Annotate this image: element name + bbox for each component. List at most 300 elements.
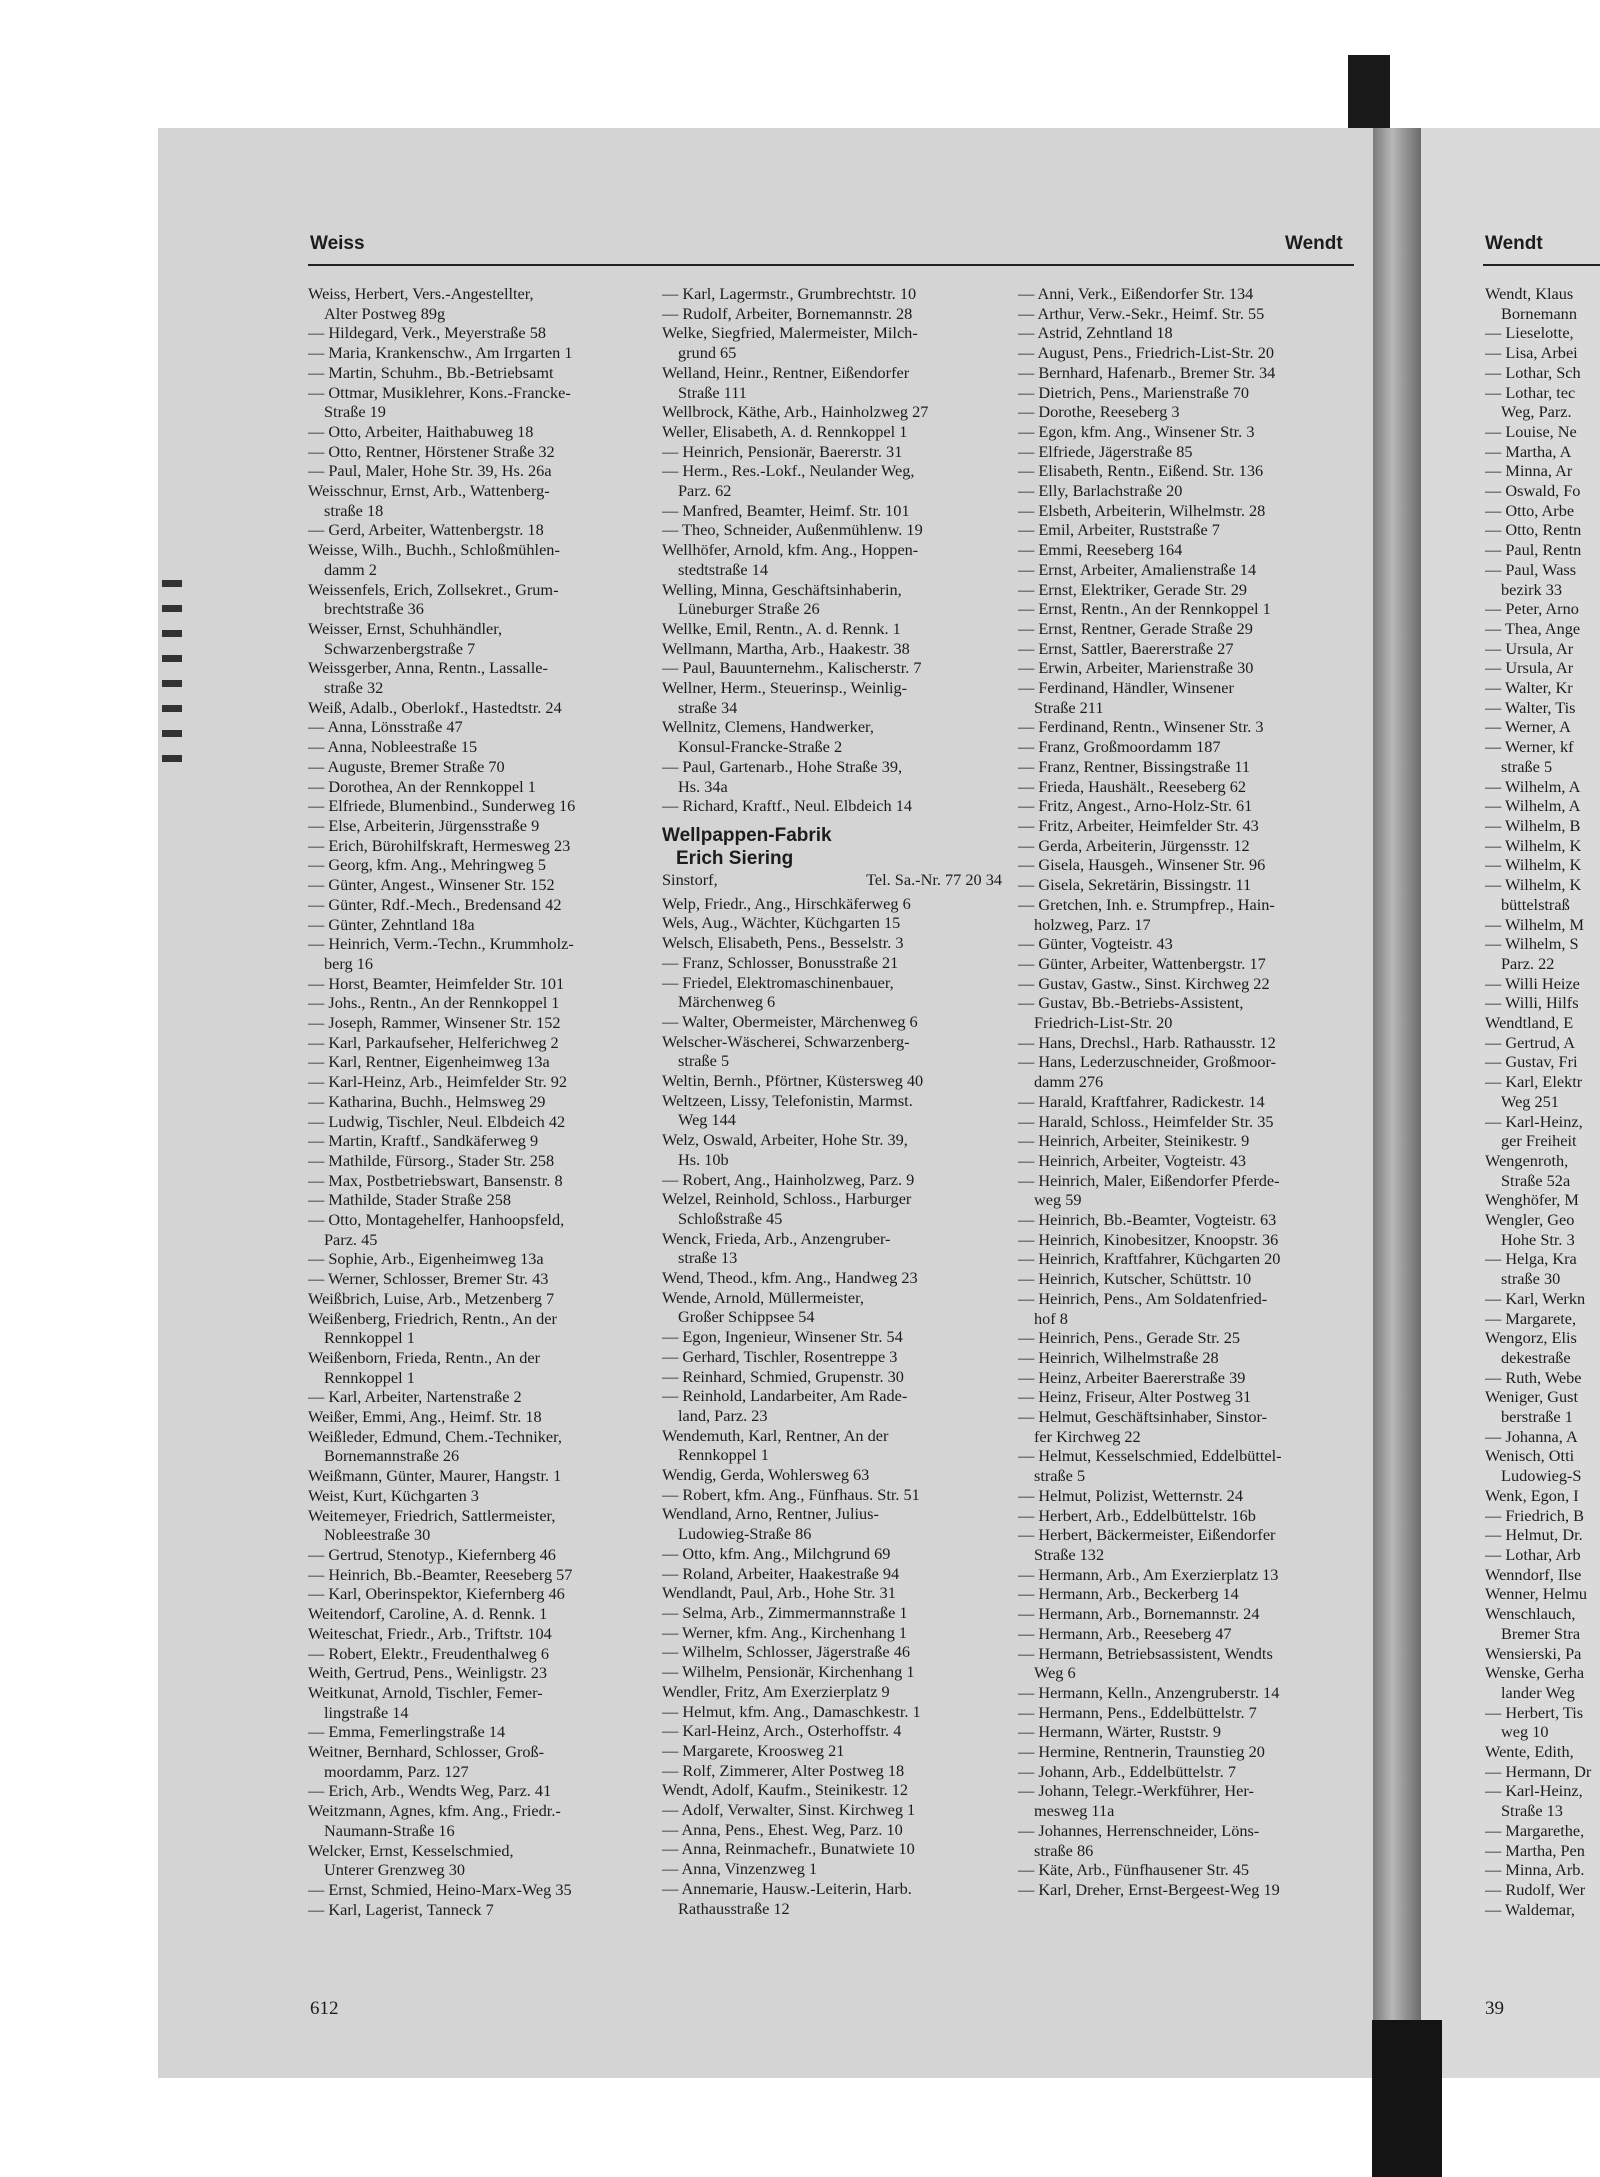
directory-entry: — Erich, Arb., Wendts Weg, Parz. 41 [308, 1781, 552, 1801]
ad-owner: Erich Siering [676, 847, 794, 869]
directory-entry: Wellner, Herm., Steuerinsp., Weinlig- [662, 678, 908, 698]
directory-entry: Wente, Edith, [1485, 1742, 1574, 1762]
directory-entry: straße 86 [1034, 1840, 1094, 1860]
directory-entry: — Karl-Heinz, [1485, 1781, 1583, 1801]
directory-entry: Weg 6 [1034, 1663, 1076, 1683]
directory-entry: — Gustav, Bb.-Betriebs-Assistent, [1018, 993, 1244, 1013]
directory-entry: — Karl, Lagermstr., Grumbrechtstr. 10 [662, 284, 917, 303]
directory-entry: — Heinrich, Pensionär, Baererstr. 31 [662, 441, 903, 461]
directory-entry: — Lieselotte, [1485, 323, 1574, 343]
directory-entry: straße 30 [1501, 1269, 1561, 1289]
directory-entry: — August, Pens., Friedrich-List-Str. 20 [1018, 343, 1274, 363]
directory-entry: — Otto, Montagehelfer, Hanhoopsfeld, [308, 1210, 565, 1230]
directory-entry: — Ruth, Webe [1485, 1367, 1582, 1387]
directory-entry: — Robert, kfm. Ang., Fünfhaus. Str. 51 [662, 1484, 920, 1504]
directory-entry: Weißer, Emmi, Ang., Heimf. Str. 18 [308, 1407, 542, 1427]
directory-entry: — Johanna, A [1485, 1426, 1578, 1446]
directory-entry: — Anna, Pens., Ehest. Weg, Parz. 10 [662, 1819, 903, 1839]
directory-entry: — Dorothe, Reeseberg 3 [1018, 402, 1180, 422]
directory-entry: — Elly, Barlachstraße 20 [1018, 481, 1183, 501]
directory-entry: Straße 111 [678, 382, 747, 402]
directory-entry: — Bernhard, Hafenarb., Bremer Str. 34 [1018, 362, 1276, 382]
directory-entry: — Paul, Bauunternehm., Kalischerstr. 7 [662, 658, 922, 678]
directory-entry: — Heinrich, Wilhelmstraße 28 [1018, 1347, 1219, 1367]
directory-entry: — Margarete, Kroosweg 21 [662, 1740, 845, 1760]
directory-entry: straße 32 [324, 678, 384, 698]
directory-entry: — Heinrich, Kutscher, Schüttstr. 10 [1018, 1269, 1252, 1289]
directory-entry: — Heinrich, Arbeiter, Steinikestr. 9 [1018, 1131, 1250, 1151]
directory-entry: — Harald, Kraftfahrer, Radickestr. 14 [1018, 1091, 1265, 1111]
directory-entry: — Ernst, Arbeiter, Amalienstraße 14 [1018, 559, 1257, 579]
directory-entry: — Erwin, Arbeiter, Marienstraße 30 [1018, 658, 1254, 678]
directory-entry: — Minna, Arb. [1485, 1860, 1585, 1880]
directory-entry: Wengler, Geo [1485, 1210, 1575, 1230]
directory-entry: — Gertrud, Stenotyp., Kiefernberg 46 [308, 1545, 556, 1564]
directory-entry: — Hermann, Arb., Am Exerzierplatz 13 [1018, 1564, 1279, 1584]
directory-entry: — Egon, kfm. Ang., Winsener Str. 3 [1018, 421, 1255, 441]
directory-entry: Weniger, Gust [1485, 1387, 1578, 1407]
directory-entry: — Günter, Rdf.-Mech., Bredensand 42 [308, 894, 562, 914]
directory-entry: berstraße 1 [1501, 1407, 1573, 1427]
directory-entry: — Franz, Großmoordamm 187 [1018, 737, 1221, 757]
directory-entry: Weiteschat, Friedr., Arb., Triftstr. 104 [308, 1623, 552, 1643]
directory-entry: — Hans, Lederzuschneider, Großmoor- [1018, 1052, 1277, 1072]
directory-entry: Naumann-Straße 16 [324, 1820, 455, 1840]
directory-entry: Rennkoppel 1 [678, 1445, 769, 1465]
directory-entry: Welp, Friedr., Ang., Hirschkäferweg 6 [662, 893, 911, 913]
directory-entry: Wenschlauch, [1485, 1604, 1576, 1624]
directory-entry: — Heinrich, Kraftfahrer, Küchgarten 20 [1018, 1249, 1281, 1269]
directory-entry: — Gisela, Hausgeh., Winsener Str. 96 [1018, 855, 1266, 875]
directory-entry: Wend, Theod., kfm. Ang., Handweg 23 [662, 1268, 918, 1288]
directory-entry: — Heinrich, Bb.-Beamter, Reeseberg 57 [308, 1564, 573, 1584]
directory-entry: — Karl, Oberinspektor, Kiefernberg 46 [308, 1584, 565, 1604]
directory-entry: — Heinz, Friseur, Alter Postweg 31 [1018, 1387, 1252, 1407]
directory-entry: — Werner, A [1485, 717, 1571, 737]
directory-entry: Wellhöfer, Arnold, kfm. Ang., Hoppen- [662, 540, 919, 560]
directory-entry: Weissgerber, Anna, Rentn., Lassalle- [308, 658, 548, 678]
directory-entry: — Otto, Arbeiter, Haithabuweg 18 [308, 421, 534, 441]
directory-entry: Weißbrich, Luise, Arb., Metzenberg 7 [308, 1288, 555, 1308]
directory-entry: — Friedel, Elektromaschinenbauer, [662, 972, 894, 992]
directory-entry: Nobleestraße 30 [324, 1525, 431, 1545]
directory-entry: — Hermine, Rentnerin, Traunstieg 20 [1018, 1742, 1265, 1762]
directory-entry: — Joseph, Rammer, Winsener Str. 152 [308, 1013, 561, 1033]
directory-entry: — Reinhold, Landarbeiter, Am Rade- [662, 1386, 908, 1406]
column-3 [1018, 284, 1358, 1900]
directory-entry: Straße 52a [1501, 1170, 1571, 1190]
directory-entry: — Emma, Femerlingstraße 14 [308, 1722, 506, 1742]
directory-entry: — Katharina, Buchh., Helmsweg 29 [308, 1091, 546, 1111]
directory-entry: Rennkoppel 1 [324, 1328, 415, 1348]
directory-entry: — Robert, Ang., Hainholzweg, Parz. 9 [662, 1169, 915, 1189]
directory-entry: weg 59 [1034, 1190, 1082, 1210]
directory-entry: — Wilhelm, A [1485, 776, 1581, 796]
directory-entry: Parz. 22 [1501, 953, 1555, 973]
directory-entry: — Hermann, Arb., Reeseberg 47 [1018, 1623, 1232, 1643]
directory-entry: — Otto, Rentner, Hörstener Straße 32 [308, 441, 555, 461]
ad-place: Sinstorf, [662, 869, 718, 889]
page-number-right: 39 [1485, 1998, 1504, 2019]
directory-entry: — Lothar, Arb [1485, 1545, 1581, 1564]
right-header-rule [1483, 264, 1600, 266]
directory-entry: — Rolf, Zimmerer, Alter Postweg 18 [662, 1760, 905, 1780]
directory-entry: — Elsbeth, Arbeiterin, Wilhelmstr. 28 [1018, 500, 1266, 520]
directory-entry: — Karl, Elektr [1485, 1072, 1583, 1092]
directory-entry: — Frieda, Haushält., Reeseberg 62 [1018, 776, 1247, 796]
directory-entry: — Dietrich, Pens., Marienstraße 70 [1018, 382, 1250, 402]
directory-entry: Wendt, Adolf, Kaufm., Steinikestr. 12 [662, 1780, 909, 1800]
directory-entry: — Wilhelm, S [1485, 934, 1579, 954]
directory-entry: — Erich, Bürohilfskraft, Hermesweg 23 [308, 835, 571, 855]
directory-entry: — Helmut, Polizist, Wetternstr. 24 [1018, 1485, 1243, 1505]
right-page-header: Wendt [1485, 233, 1543, 254]
directory-entry: — Emmi, Reeseberg 164 [1018, 540, 1183, 560]
directory-entry: straße 34 [678, 697, 738, 717]
directory-entry: Wendler, Fritz, Am Exerzierplatz 9 [662, 1681, 890, 1701]
scan-edge-tab [1348, 55, 1390, 135]
directory-entry: Wendtland, E [1485, 1013, 1574, 1033]
directory-entry: — Horst, Beamter, Heimfelder Str. 101 [308, 973, 565, 993]
directory-entry: Wellbrock, Käthe, Arb., Hainholzweg 27 [662, 402, 929, 422]
directory-entry: — Mathilde, Stader Straße 258 [308, 1190, 512, 1210]
directory-entry: — Wilhelm, K [1485, 855, 1582, 875]
directory-entry: — Gertrud, A [1485, 1032, 1575, 1052]
directory-entry: hof 8 [1034, 1308, 1068, 1328]
page-number-left: 612 [310, 1998, 339, 2019]
directory-entry: — Ernst, Rentner, Gerade Straße 29 [1018, 618, 1253, 638]
directory-entry: — Margarethe, [1485, 1820, 1585, 1840]
directory-entry: — Thea, Ange [1485, 618, 1581, 638]
directory-entry: — Martha, A [1485, 441, 1572, 461]
directory-entry: Ludowieg-Straße 86 [678, 1524, 812, 1544]
directory-entry: — Gustav, Gastw., Sinst. Kirchweg 22 [1018, 973, 1270, 993]
header-rule [308, 264, 1354, 266]
directory-entry: — Louise, Ne [1485, 421, 1577, 441]
directory-entry: Welzel, Reinhold, Schloss., Harburger [662, 1189, 912, 1209]
directory-entry: — Theo, Schneider, Außenmühlenw. 19 [662, 520, 923, 540]
directory-entry: Wende, Arnold, Müllermeister, [662, 1287, 864, 1307]
directory-entry: Wellmann, Martha, Arb., Haakestr. 38 [662, 638, 910, 658]
directory-entry: — Otto, Arbe [1485, 500, 1575, 520]
directory-entry: Friedrich-List-Str. 20 [1034, 1013, 1173, 1033]
directory-entry: Weltzeen, Lissy, Telefonistin, Marmst. [662, 1090, 913, 1110]
directory-entry: — Margarete, [1485, 1308, 1577, 1328]
directory-entry: — Johs., Rentn., An der Rennkoppel 1 [308, 993, 560, 1013]
directory-entry: — Anna, Reinmachefr., Bunatwiete 10 [662, 1839, 915, 1859]
directory-entry: — Oswald, Fo [1485, 481, 1581, 501]
directory-entry: — Hermann, Dr [1485, 1761, 1592, 1781]
directory-entry: Weith, Gertrud, Pens., Weinligstr. 23 [308, 1663, 548, 1683]
directory-entry: Weg, Parz. [1501, 402, 1572, 422]
directory-entry: — Herbert, Bäckermeister, Eißendorfer [1018, 1525, 1276, 1545]
directory-entry: lander Weg [1501, 1682, 1575, 1702]
directory-entry: — Astrid, Zehntland 18 [1018, 323, 1173, 343]
directory-entry: — Werner, kfm. Ang., Kirchenhang 1 [662, 1622, 908, 1642]
directory-entry: — Willi, Hilfs [1485, 993, 1579, 1013]
directory-entry: Wenndorf, Ilse [1485, 1564, 1582, 1584]
directory-entry: — Günter, Zehntland 18a [308, 914, 475, 934]
directory-entry: stedtstraße 14 [678, 559, 768, 579]
directory-entry: weg 10 [1501, 1722, 1549, 1742]
directory-entry: Parz. 62 [678, 481, 732, 501]
directory-entry: — Karl, Lagerist, Tanneck 7 [308, 1899, 494, 1919]
directory-entry: Weitner, Bernhard, Schlosser, Groß- [308, 1742, 545, 1762]
directory-entry: — Käte, Arb., Fünfhausener Str. 45 [1018, 1860, 1250, 1880]
directory-entry: — Werner, Schlosser, Bremer Str. 43 [308, 1269, 549, 1289]
directory-entry: — Hermann, Wärter, Ruststr. 9 [1018, 1722, 1221, 1742]
directory-entry: — Günter, Arbeiter, Wattenbergstr. 17 [1018, 953, 1266, 973]
directory-entry: — Otto, Rentn [1485, 520, 1582, 540]
directory-entry: — Robert, Elektr., Freudenthalweg 6 [308, 1643, 549, 1663]
directory-entry: Wendt, Klaus [1485, 284, 1574, 303]
directory-entry: — Karl-Heinz, Arb., Heimfelder Str. 92 [308, 1072, 568, 1092]
directory-entry: — Helmut, Kesselschmied, Eddelbüttel- [1018, 1446, 1282, 1466]
directory-entry: — Anna, Lönsstraße 47 [308, 717, 463, 737]
directory-entry: Weitemeyer, Friedrich, Sattlermeister, [308, 1505, 556, 1525]
directory-entry: — Karl, Parkaufseher, Helferichweg 2 [308, 1032, 559, 1052]
directory-entry: fer Kirchweg 22 [1034, 1426, 1141, 1446]
directory-entry: — Karl, Arbeiter, Nartenstraße 2 [308, 1387, 522, 1407]
directory-entry: brechtstraße 36 [324, 599, 424, 619]
directory-entry: Wendig, Gerda, Wohlersweg 63 [662, 1465, 870, 1485]
directory-entry: — Wilhelm, K [1485, 875, 1582, 895]
book-spine [1373, 128, 1421, 2078]
directory-entry: — Roland, Arbeiter, Haakestraße 94 [662, 1563, 900, 1583]
ad-contact [662, 870, 1002, 890]
scan-edge-bar [1372, 2020, 1442, 2177]
directory-entry: — Gerd, Arbeiter, Wattenbergstr. 18 [308, 520, 544, 540]
directory-entry: Alter Postweg 89g [324, 303, 446, 323]
directory-entry: Wengenroth, [1485, 1150, 1569, 1170]
directory-entry: Welland, Heinr., Rentner, Eißendorfer [662, 362, 910, 382]
header-right: Wendt [1285, 233, 1343, 254]
directory-entry: — Werner, kf [1485, 737, 1574, 757]
directory-entry: — Johannes, Herrenschneider, Löns- [1018, 1820, 1260, 1840]
directory-entry: — Günter, Angest., Winsener Str. 152 [308, 875, 555, 895]
directory-entry: moordamm, Parz. 127 [324, 1761, 469, 1781]
directory-entry: — Harald, Schloss., Heimfelder Str. 35 [1018, 1111, 1274, 1131]
directory-entry: — Helmut, Dr. [1485, 1525, 1583, 1545]
directory-entry: — Herm., Res.-Lokf., Neulander Weg, [662, 461, 915, 481]
directory-entry: straße 5 [1034, 1466, 1086, 1486]
directory-entry: straße 18 [324, 500, 384, 520]
directory-entry: — Hermann, Arb., Beckerberg 14 [1018, 1584, 1239, 1604]
directory-entry: Welcker, Ernst, Kesselschmied, [308, 1840, 514, 1860]
directory-entry: — Ernst, Schmied, Heino-Marx-Weg 35 [308, 1879, 572, 1899]
directory-entry: — Willi Heize [1485, 973, 1580, 993]
directory-entry: — Anni, Verk., Eißendorfer Str. 134 [1018, 284, 1254, 303]
directory-entry: — Walter, Obermeister, Märchenweg 6 [662, 1011, 918, 1031]
directory-entry: dekestraße [1501, 1347, 1571, 1367]
directory-entry: — Martha, Pen [1485, 1840, 1585, 1860]
directory-entry: Straße 132 [1034, 1545, 1105, 1564]
directory-entry: — Ursula, Ar [1485, 638, 1574, 658]
directory-entry: — Karl, Rentner, Eigenheimweg 13a [308, 1052, 550, 1072]
directory-entry: Wenghöfer, M [1485, 1190, 1579, 1210]
directory-entry: — Heinrich, Pens., Am Soldatenfried- [1018, 1288, 1268, 1308]
directory-entry: — Sophie, Arb., Eigenheimweg 13a [308, 1249, 544, 1269]
directory-entry: — Else, Arbeiterin, Jürgensstraße 9 [308, 815, 540, 835]
column-2 [662, 284, 1002, 1918]
directory-entry: — Helmut, Geschäftsinhaber, Sinstor- [1018, 1407, 1268, 1427]
column-2-entries-a [662, 284, 1002, 816]
directory-entry: Weißenborn, Frieda, Rentn., An der [308, 1347, 540, 1367]
directory-entry: Unterer Grenzweg 30 [324, 1860, 466, 1880]
directory-entry: — Annemarie, Hausw.-Leiterin, Harb. [662, 1878, 912, 1898]
directory-entry: Weller, Elisabeth, A. d. Rennkoppel 1 [662, 421, 908, 441]
directory-entry: holzweg, Parz. 17 [1034, 914, 1151, 934]
directory-entry: — Richard, Kraftf., Neul. Elbdeich 14 [662, 796, 913, 816]
directory-entry: — Rudolf, Arbeiter, Bornemannstr. 28 [662, 303, 913, 323]
column-1 [308, 284, 648, 1919]
directory-entry: — Ernst, Elektriker, Gerade Str. 29 [1018, 579, 1248, 599]
directory-entry: — Elfriede, Blumenbind., Sunderweg 16 [308, 796, 576, 816]
directory-entry: — Hans, Drechsl., Harb. Rathausstr. 12 [1018, 1032, 1276, 1052]
directory-entry: Hohe Str. 3 [1501, 1229, 1575, 1249]
directory-entry: — Hildegard, Verk., Meyerstraße 58 [308, 323, 546, 343]
directory-entry: — Paul, Maler, Hohe Str. 39, Hs. 26a [308, 461, 552, 481]
directory-entry: — Manfred, Beamter, Heimf. Str. 101 [662, 500, 910, 520]
directory-entry: Welke, Siegfried, Malermeister, Milch- [662, 323, 918, 343]
directory-entry: — Hermann, Betriebsassistent, Wendts [1018, 1643, 1273, 1663]
directory-entry: — Paul, Wass [1485, 559, 1577, 579]
right-column [1485, 284, 1600, 1919]
directory-entry: Hs. 34a [678, 776, 728, 796]
directory-entry: Weiß, Adalb., Oberlokf., Hastedtstr. 24 [308, 697, 562, 717]
directory-entry: Wels, Aug., Wächter, Küchgarten 15 [662, 913, 901, 933]
directory-entry: Weist, Kurt, Küchgarten 3 [308, 1485, 479, 1505]
directory-entry: — Elisabeth, Rentn., Eißend. Str. 136 [1018, 461, 1264, 481]
margin-marks [162, 580, 182, 780]
directory-entry: Welz, Oswald, Arbeiter, Hohe Str. 39, [662, 1130, 908, 1150]
directory-entry: — Mathilde, Fürsorg., Stader Str. 258 [308, 1150, 555, 1170]
directory-entry: Wenk, Egon, I [1485, 1485, 1579, 1505]
directory-entry: Weitkunat, Arnold, Tischler, Femer- [308, 1682, 543, 1702]
directory-entry: — Heinrich, Pens., Gerade Str. 25 [1018, 1328, 1241, 1348]
directory-entry: — Walter, Tis [1485, 697, 1576, 717]
directory-entry: Wendland, Arno, Rentner, Julius- [662, 1504, 879, 1524]
directory-entry: Wensierski, Pa [1485, 1643, 1582, 1663]
directory-entry: — Wilhelm, Schlosser, Jägerstraße 46 [662, 1642, 910, 1662]
directory-entry: — Karl, Dreher, Ernst-Bergeest-Weg 19 [1018, 1879, 1280, 1899]
directory-entry: — Max, Postbetriebswart, Bansenstr. 8 [308, 1170, 563, 1190]
directory-entry: — Ferdinand, Händler, Winsener [1018, 678, 1234, 698]
directory-entry: — Ursula, Ar [1485, 658, 1574, 678]
directory-entry: lingstraße 14 [324, 1702, 409, 1722]
directory-entry: — Gisela, Sekretärin, Bissingstr. 11 [1018, 875, 1252, 895]
directory-entry: — Minna, Ar [1485, 461, 1573, 481]
directory-entry: — Egon, Ingenieur, Winsener Str. 54 [662, 1327, 903, 1347]
directory-entry: mesweg 11a [1034, 1801, 1115, 1821]
directory-entry: — Ernst, Sattler, Baererstraße 27 [1018, 638, 1234, 658]
directory-entry: Weissenfels, Erich, Zollsekret., Grum- [308, 579, 559, 599]
ad-company: Wellpappen-Fabrik [662, 824, 832, 846]
directory-entry: Großer Schippsee 54 [678, 1307, 815, 1327]
directory-entry: — Paul, Gartenarb., Hohe Straße 39, [662, 756, 903, 776]
directory-entry: — Arthur, Verw.-Sekr., Heimf. Str. 55 [1018, 303, 1265, 323]
directory-entry: — Gerda, Arbeiterin, Jürgensstr. 12 [1018, 835, 1250, 855]
directory-entry: Wellnitz, Clemens, Handwerker, [662, 717, 874, 737]
directory-entry: Weitendorf, Caroline, A. d. Rennk. 1 [308, 1604, 548, 1624]
directory-entry: berg 16 [324, 953, 373, 973]
directory-entry: Wendlandt, Paul, Arb., Hohe Str. 31 [662, 1583, 896, 1603]
directory-entry: — Karl, Werkn [1485, 1288, 1586, 1308]
directory-entry: — Elfriede, Jägerstraße 85 [1018, 441, 1193, 461]
directory-entry: — Helmut, kfm. Ang., Damaschkestr. 1 [662, 1701, 921, 1721]
directory-entry: Wenner, Helmu [1485, 1584, 1588, 1604]
directory-entry: bezirk 33 [1501, 579, 1563, 599]
directory-entry: Ludowieg-S [1501, 1466, 1582, 1486]
directory-entry: Wenisch, Otti [1485, 1446, 1575, 1466]
directory-entry: damm 276 [1034, 1072, 1104, 1092]
directory-entry: — Wilhelm, A [1485, 796, 1581, 816]
directory-entry: — Helga, Kra [1485, 1249, 1577, 1269]
directory-entry: Wenske, Gerha [1485, 1663, 1585, 1683]
directory-entry: — Georg, kfm. Ang., Mehringweg 5 [308, 855, 547, 875]
directory-entry: — Hermann, Arb., Bornemannstr. 24 [1018, 1604, 1260, 1624]
directory-entry: — Lisa, Arbei [1485, 343, 1578, 363]
directory-entry: Konsul-Francke-Straße 2 [678, 737, 843, 757]
directory-entry: — Wilhelm, K [1485, 835, 1582, 855]
directory-entry: Bornemann [1501, 303, 1577, 323]
directory-entry: damm 2 [324, 559, 377, 579]
directory-entry: Bornemannstraße 26 [324, 1446, 460, 1466]
directory-entry: — Maria, Krankenschw., Am Irrgarten 1 [308, 343, 573, 363]
directory-entry: Weißleder, Edmund, Chem.-Techniker, [308, 1426, 562, 1446]
directory-entry: — Waldemar, [1485, 1899, 1575, 1919]
directory-entry: — Karl-Heinz, [1485, 1111, 1583, 1131]
directory-entry: Straße 211 [1034, 697, 1104, 717]
directory-entry: — Otto, kfm. Ang., Milchgrund 69 [662, 1543, 891, 1563]
directory-entry: Weisschnur, Ernst, Arb., Wattenberg- [308, 481, 550, 501]
directory-entry: Welsch, Elisabeth, Pens., Besselstr. 3 [662, 933, 904, 953]
directory-entry: — Herbert, Arb., Eddelbüttelstr. 16b [1018, 1505, 1256, 1525]
directory-entry: — Ottmar, Musiklehrer, Kons.-Francke- [308, 382, 571, 402]
directory-entry: — Dorothea, An der Rennkoppel 1 [308, 776, 536, 796]
directory-entry: — Johann, Telegr.-Werkführer, Her- [1018, 1781, 1254, 1801]
directory-entry: — Gustav, Fri [1485, 1052, 1578, 1072]
directory-entry: Weisser, Ernst, Schuhhändler, [308, 618, 503, 638]
directory-entry: — Friedrich, B [1485, 1505, 1585, 1525]
directory-entry: — Heinrich, Arbeiter, Vogteistr. 43 [1018, 1150, 1247, 1170]
directory-entry: — Ernst, Rentn., An der Rennkoppel 1 [1018, 599, 1271, 619]
directory-entry: — Martin, Schuhm., Bb.-Betriebsamt [308, 362, 554, 382]
directory-entry: — Wilhelm, B [1485, 815, 1581, 835]
directory-entry: — Günter, Vogteistr. 43 [1018, 934, 1173, 954]
directory-entry: straße 5 [1501, 756, 1553, 776]
directory-entry: — Franz, Schlosser, Bonusstraße 21 [662, 952, 899, 972]
directory-entry: grund 65 [678, 343, 737, 363]
directory-entry: — Gretchen, Inh. e. Strumpfrep., Hain- [1018, 894, 1275, 914]
directory-entry: Rennkoppel 1 [324, 1367, 415, 1387]
directory-entry: Lüneburger Straße 26 [678, 599, 820, 619]
directory-entry: — Heinz, Arbeiter Baererstraße 39 [1018, 1367, 1246, 1387]
directory-entry: straße 13 [678, 1248, 738, 1268]
directory-entry: — Heinrich, Kinobesitzer, Knoopstr. 36 [1018, 1229, 1279, 1249]
directory-entry: straße 5 [678, 1051, 730, 1071]
directory-entry: Weißmann, Günter, Maurer, Hangstr. 1 [308, 1466, 562, 1486]
directory-entry: — Hermann, Kelln., Anzengruberstr. 14 [1018, 1682, 1280, 1702]
directory-entry: Weltin, Bernh., Pförtner, Küstersweg 40 [662, 1071, 924, 1091]
directory-entry: — Reinhard, Schmied, Grupenstr. 30 [662, 1366, 904, 1386]
directory-entry: — Adolf, Verwalter, Sinst. Kirchweg 1 [662, 1800, 916, 1820]
directory-entry: Straße 19 [324, 402, 386, 422]
ad-tel: Tel. Sa.-Nr. 77 20 34 [866, 869, 1002, 889]
directory-entry: Wendemuth, Karl, Rentner, An der [662, 1425, 889, 1445]
directory-entry: Welling, Minna, Geschäftsinhaberin, [662, 579, 902, 599]
directory-entry: — Lothar, tec [1485, 382, 1576, 402]
